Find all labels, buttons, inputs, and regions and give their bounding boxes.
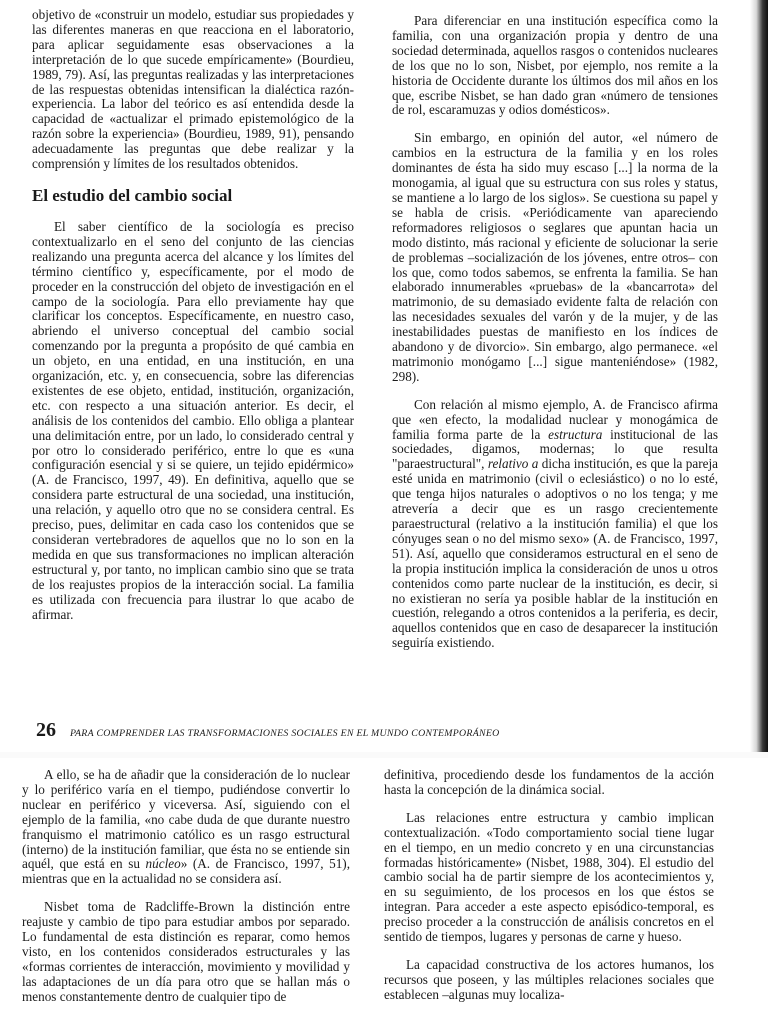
section-heading: El estudio del cambio social <box>32 185 233 205</box>
bottom-right-column <box>384 768 714 1024</box>
text-run: dicha institución, es que la pareja esté unida en matrimonio (civil o eclesiástico) o no lo esté, que tenga hijos naturales o adoptivos o no los tenga; y me atrevería a decir que es un rasgo crecientemente paraestructural (relativo a la institución familia) el que los cónyuges sean o no del mismo sexo» (A. de Francisco, 1997, 51). Así, aquello que consideramos estructural en el seno de la propia institución implica la consideración de unos u otros contenidos como parte nuclear de la institución, es decir, si no existieran no sería ya posible hablar de la institución en cuestión, relegando a otros contenidos a la periferia, es decir, aquellos contenidos que en caso de desaparecer la institución seguiría existiendo. <box>392 456 718 651</box>
page-number: 26 <box>36 719 56 741</box>
text-run: » (A. de Francisco, 1997, 51), mientras que en la actualidad no se considera así. <box>22 856 350 887</box>
paragraph: definitiva, procediendo desde los fundamentos de la acción hasta la concepción de la dinámica social. <box>384 768 714 797</box>
paragraph <box>392 398 718 651</box>
page-edge-shadow <box>750 0 768 756</box>
page-footer <box>36 719 726 745</box>
paragraph: El saber científico de la sociología es preciso contextualizarlo en el seno del conjunto de las ciencias realizando una pregunta acerca del alcance y los límites del término científico y, específicamente, por el modo de proceder en la construcción del objeto de investigación en el campo de la sociología. Para ello previamente hay que clarificar los conceptos. Específicamente, en nuestro caso, abriendo el universo conceptual del cambio social comenzando por la pregunta a propósito de qué cambia en un objeto, en una entidad, en una institución, en una organización, etc. y, en consecuencia, sobre las diferencias existentes de ese objeto, entidad, institución, organización, etc. con respecto a una situación anterior. Es decir, el análisis de los contenidos del cambio. Ello obliga a plantear una delimitación entre, por un lado, lo considerado central y por otro lo considerado periférico, entre lo que es «una configuración esencial y si se quiere, un tejido epidérmico» (A. de Francisco, 1997, 49). En definitiva, aquello que se considera parte estructural de una sociedad, una institución, una relación, y aquello otro que no se considera central. Es preciso, pues, delimitar en cada caso los contenidos que se consideran vertebradores de aquellos que no lo son en la medida en que sus transformaciones no implican alteración estructural y, por tanto, no implican cambio sino que se trata de los reajustes propios de la interacción social. La familia es utilizada con frecuencia para ilustrar lo que acabo de afirmar. <box>32 218 354 622</box>
paragraph: Nisbet toma de Radcliffe-Brown la distinción entre reajuste y cambio de tipo para estudiar ambos por separado. Lo fundamental de esta distinción es reparar, como hemos visto, en los contenidos considerados estructurales y las «formas corrientes de interacción, movimiento y movilidad y las adaptaciones de un día para otro que se hallan más o menos constantemente dentro de cualquier tipo de <box>22 899 350 1004</box>
emphasis: estructura <box>548 426 603 442</box>
running-title: PARA COMPRENDER LAS TRANSFORMACIONES SOCIALES EN EL MUNDO CONTEMPORÁNEO <box>70 728 500 739</box>
paragraph: Para diferenciar en una institución específica como la familia, con una organización propia y dentro de una sociedad determinada, aquellos rasgos o contenidos nucleares de los que no lo son, Nisbet, por ejemplo, nos remite a la historia de Occidente durante los últimos dos mil años en los que, escribe Nisbet, se han dado gran «número de tensiones de rol, escaramuzas y odios domésticos». <box>392 14 718 118</box>
paragraph: Las relaciones entre estructura y cambio implican contextualización. «Todo comportamiento social tiene lugar en el tiempo, en un medio concreto y en una circunstancias formadas históricamente» (Nisbet, 1988, 304). El estudio del cambio social ha de partir siempre de los acontecimientos y, en su seguimiento, de los procesos en los que éstos se integran. Para acceder a este aspecto episódico-temporal, es preciso proceder a la construcción de análisis concretos en el sentido de tiempos, lugares y personas de carne y hueso. <box>384 809 714 945</box>
page-divider <box>0 752 768 758</box>
bottom-left-column <box>22 768 350 1024</box>
text-run: Con relación al mismo ejemplo, A. de Francisco afirma que «en efecto, la modalidad nuclear y monogámica de familia forma parte de la <box>392 396 718 442</box>
text-run: A ello, se ha de añadir que la consideración de lo nuclear y lo periférico varía en el tiempo, pudiéndose convertir lo nuclear en periférico y viceversa. Así, siguiendo con el ejemplo de la familia, «no cabe duda de que durante nuestro franquismo el matrimonio católico es un rasgo estructural (interno) de la institución familiar, que ésta no se entiende sin aquél, que está en su <box>22 768 350 872</box>
top-left-column <box>32 8 354 708</box>
emphasis: núcleo <box>145 856 181 872</box>
paragraph <box>22 768 350 887</box>
paragraph: La capacidad constructiva de los actores humanos, los recursos que poseen, y las múltiples relaciones sociales que establecen –algunas muy localiza- <box>384 956 714 1002</box>
paragraph: objetivo de «construir un modelo, estudiar sus propiedades y las diferentes maneras en que reacciona en el laboratorio, para aplicar seguidamente esas observaciones a la interpretación de lo que sucede empíricamente» (Bourdieu, 1989, 79). Así, las preguntas realizadas y las interpretaciones de las respuestas obtenidas intensifican la dialéctica razón-experiencia. La labor del teórico es así entendida desde la capacidad de «actualizar el primado epistemológico de la razón sobre la experiencia» (Bourdieu, 1989, 91), pensando adecuadamente las preguntas que debe realizar y la comprensión y límites de los resultados obtenidos. <box>32 8 354 172</box>
emphasis: relativo a <box>487 456 539 472</box>
paragraph: Sin embargo, en opinión del autor, «el número de cambios en la estructura de la familia y en los roles dominantes de ésta ha sido muy escaso [...] la norma de la monogamia, al igual que su estructura con sus roles y status, se mantiene a lo largo de los siglos». Se cuestiona su papel y se habla de crisis. «Periódicamente van apareciendo reformadores religiosos o seglares que apuntan hacia un modo distinto, más racional y eficiente de solucionar la serie de problemas –socialización de los jóvenes, entre otros– con los que, como todos sabemos, se enfrenta la familia. Se han elaborado innumerables «pruebas» de la «bancarrota» del matrimonio, de su demasiado evidente falta de relación con las necesidades sexuales del varón y de la mujer, y de las inestabilidades puestas de manifiesto en los índices de abandono y de divorcio». Sin embargo, algo permanece. «el matrimonio monógamo [...] sigue manteniéndose» (1982, 298). <box>392 130 718 384</box>
text-run: institucional de las sociedades, digamos, modernas; lo que resulta "paraestructural", <box>392 426 718 472</box>
top-right-column <box>392 14 718 714</box>
